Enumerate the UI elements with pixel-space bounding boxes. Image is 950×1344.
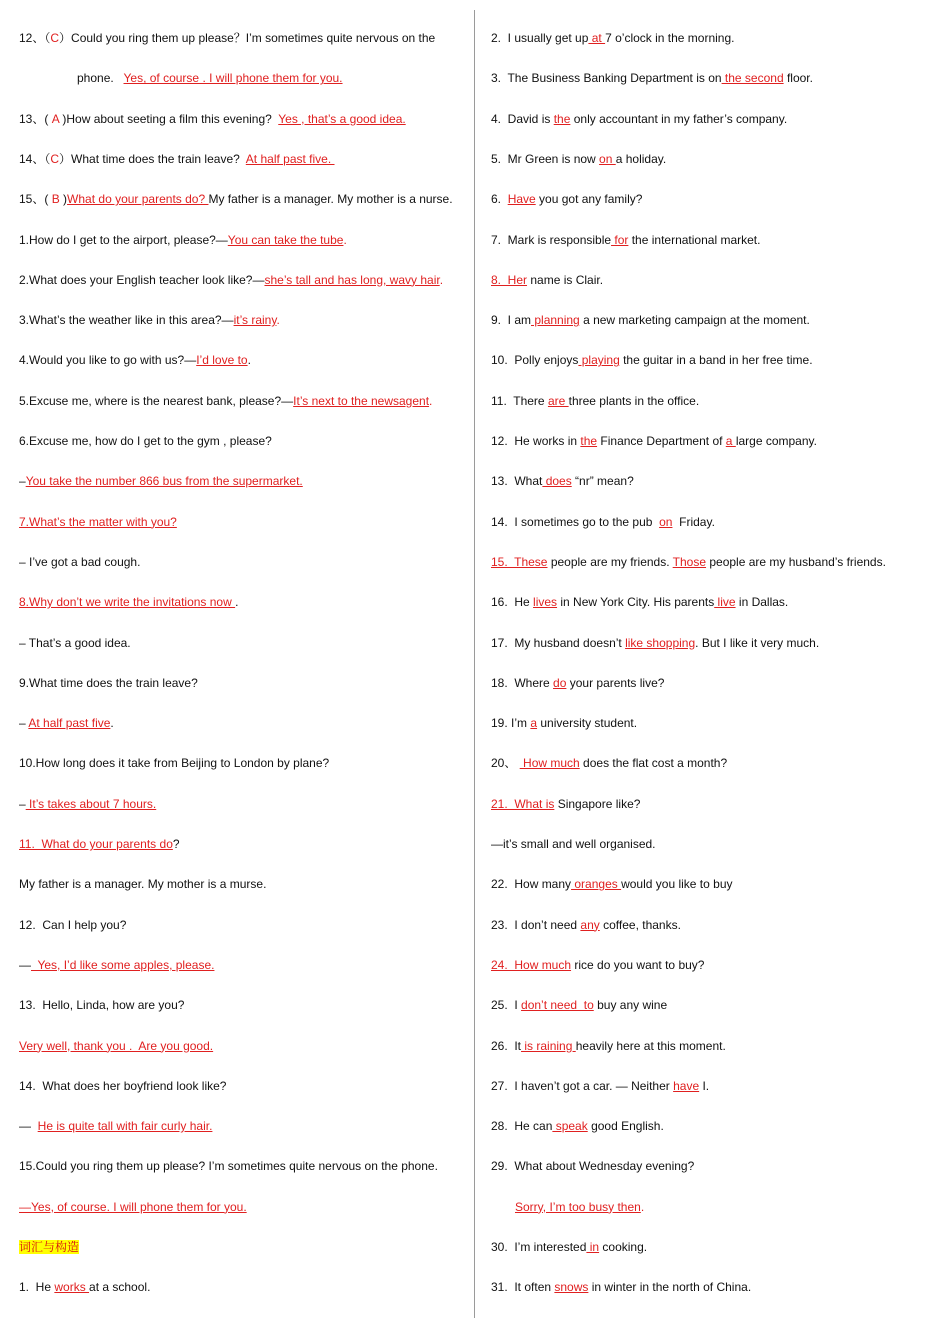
answer-text: 8.Why don’t we write the invitations now xyxy=(19,595,236,610)
answer-text: the xyxy=(553,111,571,126)
answer-text: He is quite tall with fair curly hair. xyxy=(37,1119,213,1134)
answer-text: 11. What do your parents do xyxy=(19,837,173,851)
question-text: —it’s small and well organised. xyxy=(491,837,656,851)
question-text: 13. Hello, Linda, how are you? xyxy=(19,998,185,1013)
right-line xyxy=(515,1199,644,1215)
question-text: 10.How long does it take from Beijing to London by plane? xyxy=(19,756,330,771)
answer-text: You take the number 866 bus from the supermarket. xyxy=(25,474,303,489)
answer-text: You can take the tube xyxy=(227,232,344,247)
question-text: 12、（ xyxy=(19,31,51,45)
left-line xyxy=(19,1158,438,1174)
question-text: . xyxy=(110,716,114,731)
question-text: in Dallas. xyxy=(735,595,789,610)
right-line xyxy=(491,1038,726,1054)
right-line xyxy=(491,554,886,570)
question-text: coffee, thanks. xyxy=(599,917,681,932)
column-divider xyxy=(474,10,475,1318)
question-text: people are my friends. xyxy=(547,554,673,569)
question-text: A xyxy=(51,111,60,126)
question-text: . But I like it very much. xyxy=(695,635,820,650)
question-text: three plants in the office. xyxy=(568,393,700,408)
question-text: ) xyxy=(59,192,68,207)
question-text: – xyxy=(19,716,29,731)
question-text: 31. It often xyxy=(491,1280,555,1295)
question-text: 6. xyxy=(491,192,508,207)
question-text: – I’ve got a bad cough. xyxy=(19,554,141,569)
answer-text: Yes, of course. I will phone them for you. xyxy=(31,1199,247,1214)
question-text: you got any family? xyxy=(535,192,643,207)
question-text: 17. My husband doesn’t xyxy=(491,635,626,650)
question-text: name is Clair. xyxy=(527,272,604,287)
question-text: ）What time does the train leave? xyxy=(59,151,246,166)
right-line xyxy=(491,433,817,449)
answer-text: have xyxy=(673,1078,700,1093)
left-line xyxy=(19,433,272,449)
answer-text: At half past five. xyxy=(245,151,335,166)
question-text: 2. I usually get up xyxy=(491,31,589,45)
answer-text: Have xyxy=(507,192,536,207)
question-text: 3. The Business Banking Department is on xyxy=(491,71,722,86)
answer-text: — xyxy=(19,1199,31,1214)
question-text: 18. Where xyxy=(491,675,554,690)
question-text: the guitar in a band in her free time. xyxy=(619,353,813,368)
question-text: the international market. xyxy=(628,232,761,247)
answer-text: Yes , that’s a good idea. xyxy=(278,111,406,126)
answer-text: it’s rainy xyxy=(233,313,277,328)
answer-text: at xyxy=(588,31,606,45)
question-text: 4.Would you like to go with us?— xyxy=(19,353,197,368)
right-line xyxy=(491,514,715,530)
question-text: 4. David is xyxy=(491,111,554,126)
answer-text: on xyxy=(599,151,616,166)
right-line xyxy=(491,1118,664,1134)
question-text: “nr” mean? xyxy=(571,474,634,489)
question-text: 27. I haven’t got a car. — Neither xyxy=(491,1078,674,1093)
section-heading: 词汇与构造 xyxy=(19,1240,80,1254)
right-line xyxy=(491,675,664,691)
answer-text: I’d love to xyxy=(196,353,248,368)
question-text: ）Could you ring them up please？I’m sometimes quite nervous on the xyxy=(59,31,436,45)
question-text: in New York City. His parents xyxy=(557,595,715,610)
question-text: buy any wine xyxy=(593,998,668,1013)
left-line xyxy=(19,594,238,610)
right-line xyxy=(491,272,603,288)
question-text: . xyxy=(640,1199,645,1214)
answer-text: 21. What is xyxy=(491,796,555,811)
answer-text: on xyxy=(659,514,673,529)
right-line xyxy=(491,594,788,610)
answer-text: Yes, of course . I will phone them for you. xyxy=(123,71,343,86)
left-line xyxy=(19,755,329,771)
question-text: in winter in the north of China. xyxy=(588,1280,752,1295)
left-line xyxy=(19,554,140,570)
question-text: a new marketing campaign at the moment. xyxy=(579,313,810,328)
answer-text: in xyxy=(586,1240,600,1254)
question-text: . xyxy=(439,272,444,287)
question-text: — xyxy=(19,957,31,972)
question-text: a holiday. xyxy=(615,151,667,166)
question-text: 5. Mr Green is now xyxy=(491,151,600,166)
left-line xyxy=(19,1199,247,1215)
answer-text: playing xyxy=(578,353,620,368)
question-text: 22. How many xyxy=(491,877,572,892)
right-line xyxy=(491,1279,751,1295)
left-line xyxy=(19,514,177,530)
question-text: 15、( xyxy=(19,192,52,207)
question-text: Friday. xyxy=(672,514,715,529)
question-text: 2.What does your English teacher look like?— xyxy=(19,272,265,287)
question-text: your parents live? xyxy=(566,675,665,690)
question-text: 29. What about Wednesday evening? xyxy=(491,1159,695,1174)
question-text: )How about seeting a film this evening? xyxy=(59,111,279,126)
question-text: 26. It xyxy=(491,1038,522,1053)
question-text: 25. I xyxy=(491,998,522,1013)
answer-text: the second xyxy=(721,71,784,86)
answer-text: oranges xyxy=(571,877,622,892)
right-line xyxy=(491,917,681,933)
answer-text: for xyxy=(611,232,629,247)
question-text: rice do you want to buy? xyxy=(571,957,705,972)
question-text: good English. xyxy=(587,1119,664,1134)
left-line xyxy=(19,1239,79,1255)
left-line xyxy=(19,111,406,127)
right-line xyxy=(491,1078,709,1094)
right-line xyxy=(491,473,634,489)
right-line xyxy=(491,1158,694,1174)
right-line xyxy=(491,393,699,409)
answer-text: snows xyxy=(554,1280,589,1295)
answer-text: 7.What’s the matter with you? xyxy=(19,514,177,529)
question-text: My father is a manager. My mother is a nurse. xyxy=(208,192,453,207)
answer-text: lives xyxy=(533,595,558,610)
left-line xyxy=(19,796,156,812)
right-line xyxy=(491,796,640,812)
question-text: 1.How do I get to the airport, please?— xyxy=(19,232,228,247)
question-text: 14. I sometimes go to the pub xyxy=(491,514,660,529)
answer-text: At half past five xyxy=(28,716,111,731)
question-text: 13. What xyxy=(491,474,543,489)
right-line xyxy=(491,997,667,1013)
question-text: ? xyxy=(172,837,180,851)
left-line xyxy=(19,30,435,46)
question-text: C xyxy=(50,151,60,166)
right-line xyxy=(491,1239,647,1255)
question-text: 14. What does her boyfriend look like? xyxy=(19,1078,227,1093)
answer-text: works xyxy=(54,1280,90,1295)
left-line xyxy=(19,997,184,1013)
left-line xyxy=(19,1078,226,1094)
question-text: 30. I’m interested xyxy=(491,1240,587,1254)
right-line xyxy=(491,876,733,892)
right-line xyxy=(491,151,666,167)
question-text: 15.Could you ring them up please? I’m sometimes quite nervous on the phone. xyxy=(19,1159,438,1174)
answer-text: It’s takes about 7 hours. xyxy=(25,796,157,811)
question-text: 7. Mark is responsible xyxy=(491,232,612,247)
question-text: — xyxy=(19,1119,38,1134)
answer-text: planning xyxy=(531,313,580,328)
right-line xyxy=(491,635,819,651)
question-text: 11. There xyxy=(491,393,548,408)
answer-text: any xyxy=(580,917,600,932)
question-text: – xyxy=(19,474,26,489)
question-text: . xyxy=(235,595,239,610)
question-text: only accountant in my father’s company. xyxy=(570,111,788,126)
left-line xyxy=(19,957,214,973)
answer-text: the xyxy=(580,434,598,448)
question-text: 13、( xyxy=(19,111,52,126)
left-line xyxy=(19,1279,150,1295)
answer-text: are xyxy=(547,393,569,408)
answer-text: It’s next to the newsagent xyxy=(293,393,430,408)
question-text: Singapore like? xyxy=(554,796,641,811)
question-text: 7 o’clock in the morning. xyxy=(605,31,735,45)
right-line xyxy=(491,111,787,127)
answer-text: What do your parents do? xyxy=(67,192,209,207)
left-line xyxy=(19,393,432,409)
right-line xyxy=(491,30,735,46)
left-line xyxy=(19,232,347,248)
answer-text: a xyxy=(725,434,736,448)
question-text: 3.What’s the weather like in this area?— xyxy=(19,313,234,328)
answer-text: like shopping xyxy=(625,635,696,650)
left-line xyxy=(19,675,198,691)
answer-text: 15. These xyxy=(491,554,548,569)
left-line xyxy=(19,917,126,933)
right-line xyxy=(491,312,810,328)
question-text: university student. xyxy=(537,716,638,731)
right-line xyxy=(491,191,642,207)
question-text: 14、（ xyxy=(19,151,51,166)
question-text: My father is a manager. My mother is a murse. xyxy=(19,877,267,892)
question-text: people are my husband’s friends. xyxy=(706,554,886,569)
left-line xyxy=(19,473,303,489)
answer-text: Yes, I’d like some apples, please. xyxy=(31,957,215,972)
question-text: 10. Polly enjoys xyxy=(491,353,579,368)
question-text: Finance Department of xyxy=(597,434,726,448)
left-line xyxy=(19,151,335,167)
answer-text: Those xyxy=(672,554,707,569)
right-line xyxy=(491,755,727,771)
question-text: . xyxy=(343,232,347,247)
question-text: 12. Can I help you? xyxy=(19,917,127,932)
answer-text: do xyxy=(553,675,567,690)
right-line xyxy=(491,352,813,368)
answer-text: speak xyxy=(552,1119,588,1134)
question-text: 16. He xyxy=(491,595,534,610)
left-line xyxy=(19,715,114,731)
answer-text: How much xyxy=(519,756,580,771)
answer-text: Sorry, I’m too busy then xyxy=(515,1199,641,1214)
left-line xyxy=(19,876,266,892)
question-text: . xyxy=(276,313,280,328)
question-text: 5.Excuse me, where is the nearest bank, please?— xyxy=(19,393,294,408)
question-text: 23. I don’t need xyxy=(491,917,581,932)
question-text: C xyxy=(50,31,60,45)
answer-text: Very well, thank you . Are you good. xyxy=(19,1038,214,1053)
right-line xyxy=(491,957,704,973)
answer-text: does xyxy=(542,474,572,489)
left-line xyxy=(19,836,180,852)
question-text: I. xyxy=(699,1078,710,1093)
answer-text: 8. Her xyxy=(491,272,528,287)
answer-text: a xyxy=(530,716,538,731)
answer-text: 24. How much xyxy=(491,957,572,972)
question-text: 20、 xyxy=(491,756,520,771)
question-text: would you like to buy xyxy=(621,877,733,892)
right-line xyxy=(491,70,813,86)
left-line xyxy=(19,272,443,288)
question-text: 9.What time does the train leave? xyxy=(19,675,198,690)
answer-text: she’s tall and has long, wavy hair xyxy=(264,272,440,287)
answer-text: live xyxy=(714,595,736,610)
question-text: 1. He xyxy=(19,1280,55,1295)
question-text: . xyxy=(429,393,433,408)
left-line xyxy=(19,352,251,368)
question-text: at a school. xyxy=(89,1280,151,1295)
answer-text: don’t need to xyxy=(521,998,594,1013)
question-text: . xyxy=(247,353,251,368)
question-text: large company. xyxy=(735,434,817,448)
question-text: – xyxy=(19,796,26,811)
question-text: – That’s a good idea. xyxy=(19,635,131,650)
question-text: phone. xyxy=(77,71,124,86)
left-line xyxy=(19,312,280,328)
question-text: B xyxy=(51,192,60,207)
question-text: 6.Excuse me, how do I get to the gym , please? xyxy=(19,434,272,448)
right-line xyxy=(491,715,637,731)
question-text: cooking. xyxy=(599,1240,648,1254)
question-text: heavily here at this moment. xyxy=(575,1038,726,1053)
right-line xyxy=(491,232,760,248)
answer-text: is raining xyxy=(521,1038,576,1053)
left-line xyxy=(77,70,343,86)
left-line xyxy=(19,1038,213,1054)
question-text: 9. I am xyxy=(491,313,532,328)
question-text: 19. I’m xyxy=(491,716,531,731)
left-line xyxy=(19,191,453,207)
right-line xyxy=(491,836,656,852)
question-text: 12. He works in xyxy=(491,434,581,448)
left-line xyxy=(19,1118,212,1134)
left-line xyxy=(19,635,131,651)
question-text: does the flat cost a month? xyxy=(579,756,728,771)
question-text: 28. He can xyxy=(491,1119,553,1134)
question-text: floor. xyxy=(783,71,813,86)
